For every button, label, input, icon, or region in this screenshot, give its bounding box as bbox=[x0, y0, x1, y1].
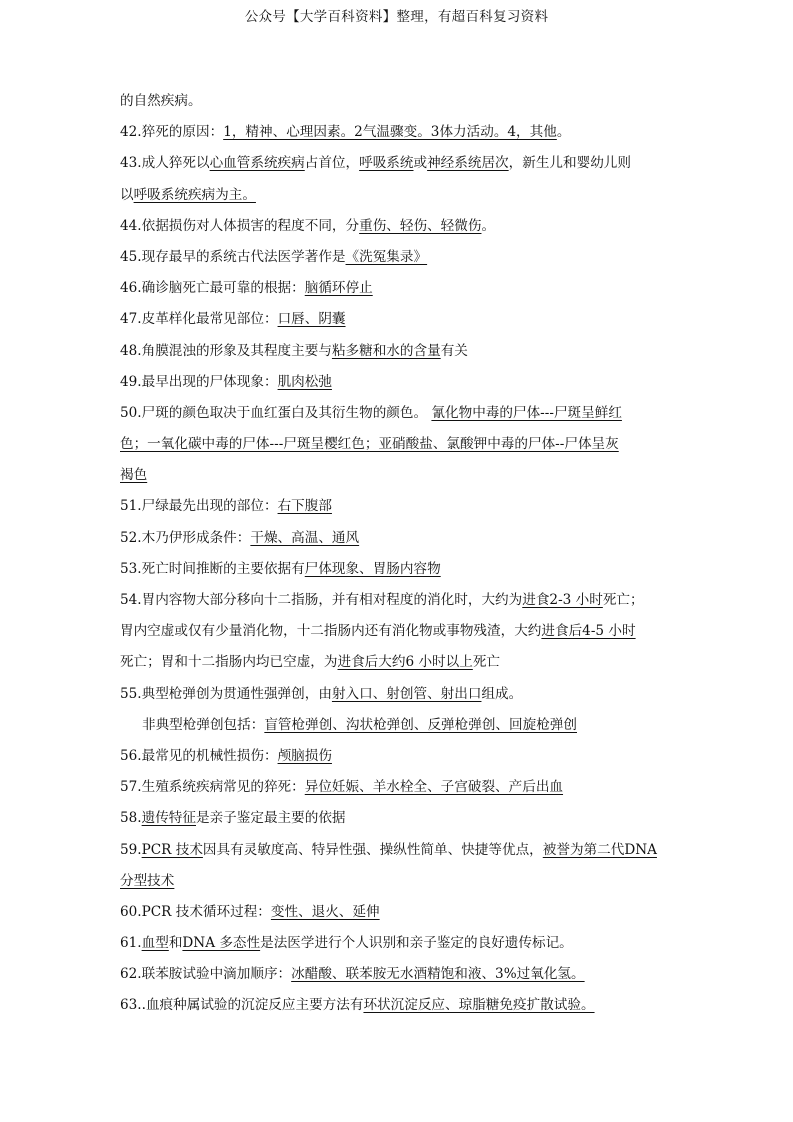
text-line bbox=[120, 273, 676, 304]
text-segment: 死亡 bbox=[472, 654, 501, 671]
text-segment: 是亲子鉴定最主要的依据 bbox=[196, 810, 346, 827]
text-line bbox=[120, 585, 676, 616]
underlined-answer: 粘多糖和水的含量 bbox=[331, 342, 441, 359]
underlined-answer: 肌肉松弛 bbox=[277, 373, 332, 390]
underlined-answer: 血型 bbox=[141, 935, 169, 952]
text-segment: 61. bbox=[120, 935, 142, 952]
text-line bbox=[120, 835, 676, 866]
text-line bbox=[120, 741, 676, 772]
text-segment: 44.依据损伤对人体损害的程度不同，分 bbox=[120, 217, 360, 234]
underlined-answer: 尸体现象、胃肠内容物 bbox=[304, 560, 441, 577]
text-segment: 45.现存最早的系统古代法医学著作是 bbox=[120, 248, 346, 265]
text-segment: 48.角膜混浊的形象及其程度主要与 bbox=[120, 342, 332, 359]
underlined-answer: 1，精神、心理因素。2气温骤变。3体力活动。4，其他 bbox=[223, 124, 557, 141]
underlined-answer: 异位妊娠、羊水栓全、子宫破裂、产后出血 bbox=[304, 779, 564, 796]
text-segment: 43.成人猝死以 bbox=[120, 155, 210, 172]
text-segment: 56.最常见的机械性损伤： bbox=[120, 747, 278, 764]
underlined-answer: 神经系统居次 bbox=[427, 155, 509, 172]
text-line bbox=[120, 460, 676, 491]
text-line bbox=[120, 304, 676, 335]
underlined-answer: 分型技术 bbox=[120, 872, 175, 889]
text-segment: 58. bbox=[120, 810, 142, 827]
text-line bbox=[120, 710, 676, 741]
text-line bbox=[120, 148, 676, 179]
underlined-answer: 变性、退火、延伸 bbox=[270, 903, 380, 920]
page-header: 公众号【大学百科资料】整理，有超百科复习资料 bbox=[244, 9, 549, 25]
text-segment: 或 bbox=[413, 155, 428, 172]
text-line bbox=[120, 367, 676, 398]
text-segment: 的自然疾病。 bbox=[120, 93, 202, 109]
underlined-answer: 颅脑损伤 bbox=[277, 747, 332, 764]
text-segment: 47.皮革样化最常见部位： bbox=[120, 311, 278, 328]
text-segment: 非典型枪弹创包括： bbox=[142, 716, 265, 733]
text-line bbox=[120, 990, 676, 1021]
underlined-answer: 被誉为第二代DNA bbox=[542, 841, 657, 858]
underlined-answer: 重伤、轻伤、轻微伤 bbox=[359, 217, 482, 234]
underlined-answer: 进食后大约6 小时以上 bbox=[337, 654, 473, 671]
text-line bbox=[120, 429, 676, 460]
text-line bbox=[120, 523, 676, 554]
text-segment: 42.猝死的原因： bbox=[120, 124, 224, 141]
underlined-answer: 右下腹部 bbox=[277, 498, 332, 515]
text-line bbox=[120, 242, 676, 273]
text-segment: 53.死亡时间推断的主要依据有 bbox=[120, 560, 305, 577]
text-segment: 59. bbox=[120, 841, 142, 858]
text-segment: 死亡；胃和十二指肠内均已空虚，为 bbox=[120, 654, 338, 671]
text-line bbox=[120, 211, 676, 242]
text-line bbox=[120, 491, 676, 522]
text-segment: 以 bbox=[120, 186, 134, 203]
text-segment: 49.最早出现的尸体现象： bbox=[120, 373, 278, 390]
underlined-answer: 射入口、射创管、射出口 bbox=[331, 685, 482, 702]
underlined-answer: 《洗冤集录》 bbox=[345, 248, 428, 265]
text-line bbox=[120, 180, 676, 211]
text-line bbox=[120, 554, 676, 585]
underlined-answer: 呼吸系统 bbox=[359, 155, 414, 172]
underlined-answer: 口唇、阴囊 bbox=[277, 311, 346, 328]
underlined-answer: 盲管枪弹创、沟状枪弹创、反弹枪弹创、回旋枪弹创 bbox=[264, 716, 577, 733]
text-line bbox=[120, 772, 676, 803]
underlined-answer: 环状沉淀反应、琼脂糖免疫扩散试验。 bbox=[363, 997, 595, 1014]
text-segment: 57.生殖系统疾病常见的猝死： bbox=[120, 779, 305, 796]
text-segment: 50.尸斑的颜色取决于血红蛋白及其衍生物的颜色。 bbox=[120, 404, 432, 421]
text-segment: 63..血痕种属试验的沉淀反应主要方法有 bbox=[120, 997, 364, 1014]
text-segment: 62.联苯胺试验中滴加顺序： bbox=[120, 966, 292, 983]
text-line bbox=[120, 866, 676, 897]
underlined-answer: 进食2-3 小时 bbox=[522, 592, 603, 608]
document-body bbox=[120, 86, 676, 1022]
text-segment: 52.木乃伊形成条件： bbox=[120, 529, 251, 546]
text-segment: 有关 bbox=[440, 342, 468, 359]
text-segment: 胃内空虚或仅有少量消化物，十二指肠内还有消化物或事物残渣，大约 bbox=[120, 623, 542, 640]
text-line bbox=[120, 398, 676, 429]
underlined-answer: 色；一氧化碳中毒的尸体---尸斑呈樱红色；亚硝酸盐、氯酸钾中毒的尸体--尸体呈灰 bbox=[120, 436, 619, 453]
text-line bbox=[120, 928, 676, 959]
underlined-answer: 干燥、高温、通风 bbox=[250, 529, 360, 546]
underlined-answer: 心血管系统疾病 bbox=[209, 155, 305, 172]
text-segment: 占首位， bbox=[304, 155, 360, 172]
underlined-answer: DNA 多态性 bbox=[182, 935, 261, 952]
text-line bbox=[120, 803, 676, 834]
text-segment: 组成。 bbox=[481, 685, 523, 702]
text-segment: 是法医学进行个人识别和亲子鉴定的良好遗传标记。 bbox=[260, 935, 573, 952]
text-segment: 54.胃内容物大部分移向十二指肠，并有相对程度的消化时，大约为 bbox=[120, 592, 523, 608]
text-line bbox=[120, 897, 676, 928]
text-segment: 。 bbox=[481, 217, 496, 234]
text-segment: 46.确诊脑死亡最可靠的根据： bbox=[120, 280, 305, 297]
text-segment: 和 bbox=[168, 935, 183, 952]
text-segment: 因具有灵敏度高、特异性强、操纵性简单、快捷等优点， bbox=[202, 841, 543, 858]
underlined-answer: 褐色 bbox=[120, 467, 148, 484]
text-line bbox=[120, 616, 676, 647]
text-line bbox=[120, 117, 676, 148]
text-segment: 。 bbox=[556, 124, 571, 141]
underlined-answer: PCR 技术 bbox=[141, 841, 203, 858]
text-line bbox=[120, 86, 676, 117]
underlined-answer: 冰醋酸、联苯胺无水酒精饱和液、3%过氧化氢。 bbox=[291, 966, 585, 983]
text-segment: 51.尸绿最先出现的部位： bbox=[120, 498, 278, 515]
text-line bbox=[120, 959, 676, 990]
underlined-answer: 脑循环停止 bbox=[304, 280, 373, 297]
text-segment: ，新生儿和婴幼儿则 bbox=[508, 155, 631, 172]
text-segment: 60.PCR 技术循环过程： bbox=[120, 903, 271, 920]
text-segment: 55.典型枪弹创为贯通性强弹创，由 bbox=[120, 685, 332, 702]
text-line bbox=[120, 336, 676, 367]
text-segment: 死亡； bbox=[602, 592, 644, 608]
underlined-answer: 氰化物中毒的尸体---尸斑呈鲜红 bbox=[431, 404, 622, 421]
text-line bbox=[120, 647, 676, 678]
underlined-answer: 呼吸系统疾病为主。 bbox=[133, 186, 256, 203]
underlined-answer: 进食后4-5 小时 bbox=[541, 623, 636, 640]
text-line bbox=[120, 679, 676, 710]
underlined-answer: 遗传特征 bbox=[141, 810, 196, 827]
